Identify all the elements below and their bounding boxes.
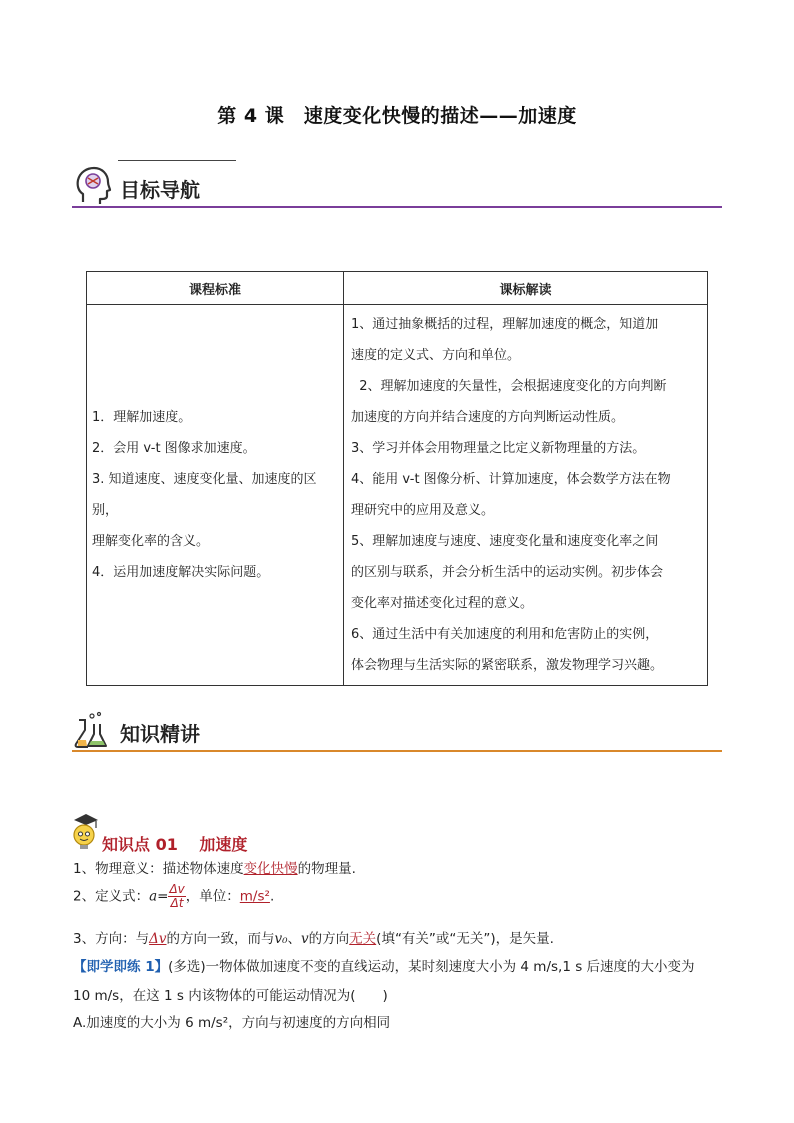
section-header-goals [72, 168, 722, 208]
section-label-knowledge: 知识精讲 [120, 722, 200, 746]
text-span: 的方向一致，而与 [166, 931, 275, 947]
text-span: . [269, 888, 275, 905]
section-header-knowledge [72, 712, 722, 752]
brain-head-icon [74, 166, 112, 206]
formula-symbol: v [301, 931, 309, 947]
formula-fraction [168, 883, 185, 910]
interpretation-line: 变化率对描述变化过程的意义。 [351, 596, 534, 611]
lab-flask-icon [72, 710, 112, 750]
table-header-standard: 课程标准 [87, 272, 344, 305]
text-span: 1、物理意义：描述物体速度 [73, 861, 244, 877]
interpretation-line: 理研究中的应用及意义。 [351, 503, 495, 518]
exercise-option-a: A.加速度的大小为 6 m/s²，方向与初速度的方向相同 [73, 1015, 391, 1031]
interpretation-line: 6、通过生活中有关加速度的利用和危害防止的实例， [351, 627, 659, 642]
interpretation-line: 3、学习并体会用物理量之比定义新物理量的方法。 [351, 441, 646, 456]
interpretation-line: 5、理解加速度与速度、速度变化量和速度变化率之间 [351, 534, 659, 549]
knowledge-point-title: 知识点 01 加速度 [102, 835, 248, 854]
fraction-numerator: Δv [169, 882, 185, 896]
text-span: 的方向 [308, 931, 350, 947]
text-span: = [157, 888, 169, 905]
interpretation-line: 4、能用 v-t 图像分析、计算加速度，体会数学方法在物 [351, 472, 671, 487]
standard-line: 理解变化率的含义。 [92, 534, 210, 549]
formula-symbol: v₀ [274, 931, 288, 947]
section-rule-knowledge [72, 750, 722, 752]
standard-cell [87, 305, 344, 686]
text-span: 、 [287, 931, 302, 947]
table-header-row [87, 272, 708, 305]
text-span: ，单位： [185, 888, 240, 905]
interpretation-cell [344, 305, 708, 686]
answer-blank: m/s² [239, 888, 270, 905]
interpretation-line: 速度的定义式、方向和单位。 [351, 348, 521, 363]
table-row [87, 305, 708, 686]
exercise-text: (多选)一物体做加速度不变的直线运动，某时刻速度大小为 4 m/s,1 s 后速度的大小变为 [168, 959, 695, 975]
definition-line-formula [73, 883, 274, 910]
fraction-denominator: Δt [170, 896, 184, 910]
section-rule-goals [72, 206, 722, 208]
answer-blank: 无关 [349, 931, 377, 947]
text-span: (填“有关”或“无关”)，是矢量. [376, 931, 554, 947]
text-span: 3、方向：与 [73, 931, 150, 947]
interpretation-line: 加速度的方向并结合速度的方向判断运动性质。 [351, 410, 625, 425]
definition-line-meaning [73, 857, 356, 877]
table-header-interpretation: 课标解读 [344, 272, 708, 305]
exercise-line-1 [73, 955, 695, 975]
section-label-goals: 目标导航 [120, 178, 200, 202]
interpretation-line: 体会物理与生活实际的紧密联系，激发物理学习兴趣。 [351, 658, 664, 673]
page-title: 第 4 课 速度变化快慢的描述——加速度 [217, 105, 577, 127]
exercise-tag: 【即学即练 1】 [73, 959, 169, 975]
formula-symbol: a [149, 888, 158, 905]
interpretation-line: 2、理解加速度的矢量性，会根据速度变化的方向判断 [351, 379, 667, 394]
answer-blank: 变化快慢 [243, 861, 298, 877]
standard-line: 3. 知道速度、速度变化量、加速度的区别， [92, 472, 317, 518]
text-span: 2、定义式： [73, 888, 150, 905]
interpretation-line: 1、通过抽象概括的过程，理解加速度的概念，知道加 [351, 317, 659, 332]
standards-table [86, 271, 708, 686]
standard-line: 1．理解加速度。 [92, 410, 192, 425]
standard-line: 4．运用加速度解决实际问题。 [92, 565, 270, 580]
answer-blank: Δv [149, 931, 167, 947]
definition-line-direction [73, 927, 554, 947]
interpretation-line: 的区别与联系，并会分析生活中的运动实例。初步体会 [351, 565, 664, 580]
header-top-line [118, 160, 236, 161]
standard-line: 2．会用 v-t 图像求加速度。 [92, 441, 256, 456]
text-span: 的物理量. [297, 861, 356, 877]
lightbulb-graduate-icon [70, 812, 102, 852]
exercise-line-2: 10 m/s，在这 1 s 内该物体的可能运动情况为( ) [73, 988, 388, 1004]
